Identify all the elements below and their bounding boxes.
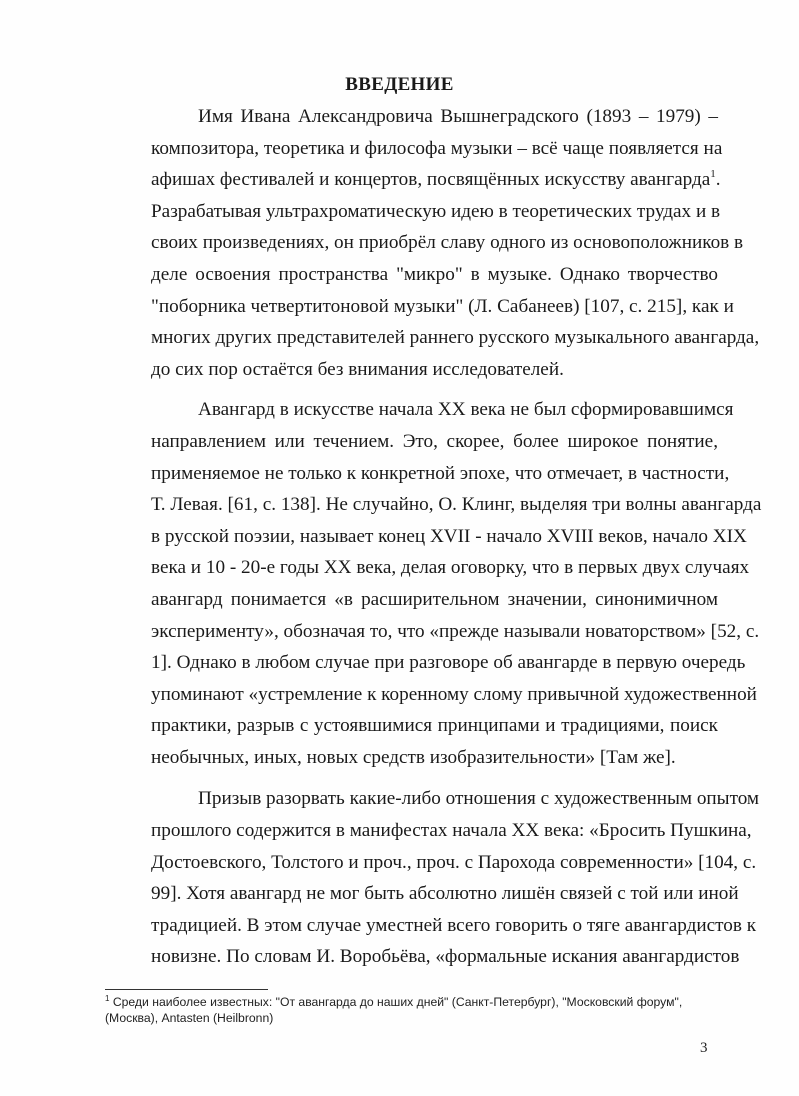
chapter-heading: ВВЕДЕНИЕ xyxy=(345,74,454,95)
text-line: Имя Ивана Александровича Вышнеградского (1893 – 1979) – xyxy=(198,106,718,127)
text-line: Авангард в искусстве начала XX века не был сформировавшимся xyxy=(198,399,734,421)
text-line: направлением или течением. Это, скорее, более широкое понятие, xyxy=(151,430,718,452)
text-line: упоминают «устремление к коренному слому привычной художественной xyxy=(151,683,757,705)
text-line: в русской поэзии, называет конец XVII - начало XVIII веков, начало XIX xyxy=(151,525,747,547)
text-line xyxy=(104,164,721,196)
text-line: традицией. В этом случае уместней всего говорить о тяге авангардистов к xyxy=(151,914,757,936)
text-line: 99]. Хотя авангард не мог быть абсолютно лишён связей с той или иной xyxy=(151,883,739,905)
footnote xyxy=(105,994,725,1026)
text-line: Т. Левая. [61, с. 138]. Не случайно, О. Клинг, выделяя три волны авангарда xyxy=(151,494,762,516)
text-line: деле освоения пространства "микро" в музыке. Однако творчество xyxy=(151,263,718,285)
text-line: своих произведениях, он приобрёл славу одного из основоположников в xyxy=(151,232,744,254)
text-line: века и 10 - 20-е годы XX века, делая оговорку, что в первых двух случаях xyxy=(151,557,750,579)
text-line: авангард понимается «в расширительном значении, синонимичном xyxy=(151,588,718,610)
footnote-line: (Москва), Antasten (Heilbronn) xyxy=(105,1011,274,1025)
footnote-line xyxy=(105,994,725,1010)
footnote-separator xyxy=(105,989,268,990)
text-segment: . xyxy=(715,169,721,191)
text-line: Разрабатывая ультрахроматическую идею в теоретических трудах и в xyxy=(151,200,721,222)
text-line: новизне. По словам И. Воробьёва, «формальные искания авангардистов xyxy=(151,946,740,968)
paragraph-1 xyxy=(104,101,760,385)
text-line: "поборника четвертитоновой музыки" (Л. Сабанеев) [107, с. 215], как и xyxy=(151,295,734,317)
footnote-reference[interactable]: 1 xyxy=(710,168,716,181)
text-line: до сих пор остаётся без внимания исследователей. xyxy=(151,358,564,380)
footnote-text: Среди наиболее известных: "От авангарда до наших дней" (Санкт-Петербург), "Московский форум", xyxy=(109,995,683,1009)
body-text xyxy=(104,101,762,973)
text-segment: афишах фестивалей и концертов, посвящённых искусству авангарда xyxy=(151,169,711,191)
text-line: практики, разрыв с устоявшимися принципами и традициями, поиск xyxy=(151,715,718,737)
text-line: эксперименту», обозначая то, что «прежде называли новаторством» [52, с. xyxy=(151,620,760,642)
text-line: Достоевского, Толстого и проч., проч. с Парохода современности» [104, с. xyxy=(151,851,757,873)
text-line: применяемое не только к конкретной эпохе, что отмечает, в частности, xyxy=(151,462,730,484)
text-line: Призыв разорвать какие-либо отношения с художественным опытом xyxy=(198,788,760,810)
page-number: 3 xyxy=(700,1040,708,1056)
footnote-marker: 1 xyxy=(105,994,110,1003)
paragraph-2 xyxy=(104,394,762,773)
text-line: прошлого содержится в манифестах начала XX века: «Бросить Пушкина, xyxy=(151,820,752,842)
paragraph-3 xyxy=(104,783,760,973)
text-line: необычных, иных, новых средств изобразительности» [Там же]. xyxy=(151,746,676,768)
text-line: многих других представителей раннего русского музыкального авангарда, xyxy=(151,327,760,349)
text-line: композитора, теоретика и философа музыки – всё чаще появляется на xyxy=(151,137,723,159)
text-line: 1]. Однако в любом случае при разговоре об авангарде в первую очередь xyxy=(151,652,746,674)
